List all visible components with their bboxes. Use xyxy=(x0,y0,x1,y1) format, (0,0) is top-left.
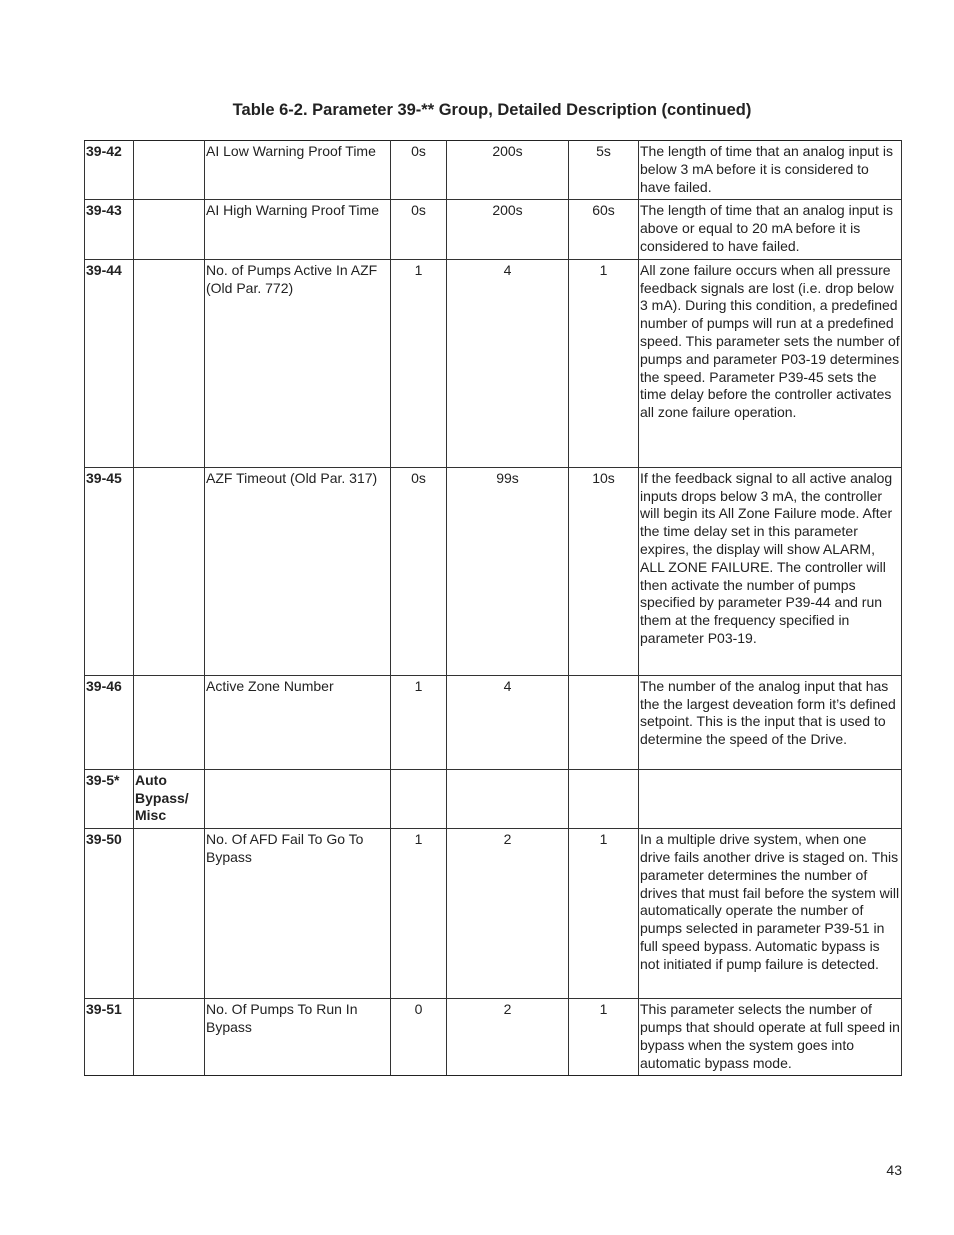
param-min: 1 xyxy=(391,675,447,769)
table-row xyxy=(85,829,902,999)
table-row xyxy=(85,200,902,259)
param-max: 2 xyxy=(447,829,569,999)
param-id: 39-43 xyxy=(85,200,134,259)
param-id: 39-44 xyxy=(85,259,134,467)
param-min: 0s xyxy=(391,200,447,259)
param-group xyxy=(134,259,205,467)
param-max: 99s xyxy=(447,467,569,675)
parameter-table xyxy=(84,140,902,1076)
param-description: All zone failure occurs when all pressure feedback signals are lost (i.e. drop below 3 mA). During this condition, a predefined number of pumps will run at a predefined speed. This parameter sets the number of pumps and parameter P03-19 determines the speed. Parameter P39-45 sets the time delay before the controller activates all zone failure operation. xyxy=(639,259,902,467)
param-default: 5s xyxy=(569,141,639,200)
param-max: 200s xyxy=(447,200,569,259)
param-max xyxy=(447,769,569,828)
param-default: 1 xyxy=(569,999,639,1076)
param-name xyxy=(205,769,391,828)
param-id: 39-46 xyxy=(85,675,134,769)
param-group: Auto Bypass/ Misc xyxy=(134,769,205,828)
param-description: The number of the analog input that has the the largest deveation form it’s defined setpoint. This is the input that is used to determine the speed of the Drive. xyxy=(639,675,902,769)
param-max: 4 xyxy=(447,259,569,467)
table-title: Table 6-2. Parameter 39-** Group, Detailed Description (continued) xyxy=(232,101,752,119)
param-min: 1 xyxy=(391,829,447,999)
param-description: The length of time that an analog input is above or equal to 20 mA before it is considered to have failed. xyxy=(639,200,902,259)
param-max: 4 xyxy=(447,675,569,769)
param-description: In a multiple drive system, when one drive fails another drive is staged on. This parameter determines the number of drives that must fail before the system will automatically operate the number of pumps selected in parameter P39-51 in full speed bypass. Automatic bypass is not initiated if pump failure is detected. xyxy=(639,829,902,999)
param-max: 200s xyxy=(447,141,569,200)
param-id: 39-5* xyxy=(85,769,134,828)
param-name: AI Low Warning Proof Time xyxy=(205,141,391,200)
param-description: This parameter selects the number of pumps that should operate at full speed in bypass when the system goes into automatic bypass mode. xyxy=(639,999,902,1076)
param-name: No. of Pumps Active In AZF (Old Par. 772) xyxy=(205,259,391,467)
param-min: 0s xyxy=(391,467,447,675)
param-name: No. Of AFD Fail To Go To Bypass xyxy=(205,829,391,999)
param-min: 0s xyxy=(391,141,447,200)
param-name: No. Of Pumps To Run In Bypass xyxy=(205,999,391,1076)
param-group xyxy=(134,675,205,769)
param-description xyxy=(639,769,902,828)
param-min xyxy=(391,769,447,828)
param-id: 39-51 xyxy=(85,999,134,1076)
param-default xyxy=(569,769,639,828)
param-default: 1 xyxy=(569,259,639,467)
param-min: 1 xyxy=(391,259,447,467)
page-number: 43 xyxy=(886,1162,902,1178)
param-default: 60s xyxy=(569,200,639,259)
param-group xyxy=(134,200,205,259)
param-id: 39-45 xyxy=(85,467,134,675)
table-row xyxy=(85,467,902,675)
param-default: 10s xyxy=(569,467,639,675)
param-group xyxy=(134,999,205,1076)
param-description: The length of time that an analog input is below 3 mA before it is considered to have failed. xyxy=(639,141,902,200)
table-row xyxy=(85,769,902,828)
param-group xyxy=(134,829,205,999)
param-id: 39-42 xyxy=(85,141,134,200)
table-row xyxy=(85,259,902,467)
param-group xyxy=(134,141,205,200)
table-row xyxy=(85,999,902,1076)
table-row xyxy=(85,141,902,200)
param-default xyxy=(569,675,639,769)
table-row xyxy=(85,675,902,769)
param-description: If the feedback signal to all active analog inputs drops below 3 mA, the controller will begin its All Zone Failure mode. After the time delay set in this parameter expires, the display will show ALARM, ALL ZONE FAILURE. The controller will then activate the number of pumps specified by parameter P39-44 and run them at the frequency specified in parameter P03-19. xyxy=(639,467,902,675)
param-min: 0 xyxy=(391,999,447,1076)
param-id: 39-50 xyxy=(85,829,134,999)
param-name: AZF Timeout (Old Par. 317) xyxy=(205,467,391,675)
param-name: AI High Warning Proof Time xyxy=(205,200,391,259)
param-name: Active Zone Number xyxy=(205,675,391,769)
param-default: 1 xyxy=(569,829,639,999)
param-group xyxy=(134,467,205,675)
param-max: 2 xyxy=(447,999,569,1076)
